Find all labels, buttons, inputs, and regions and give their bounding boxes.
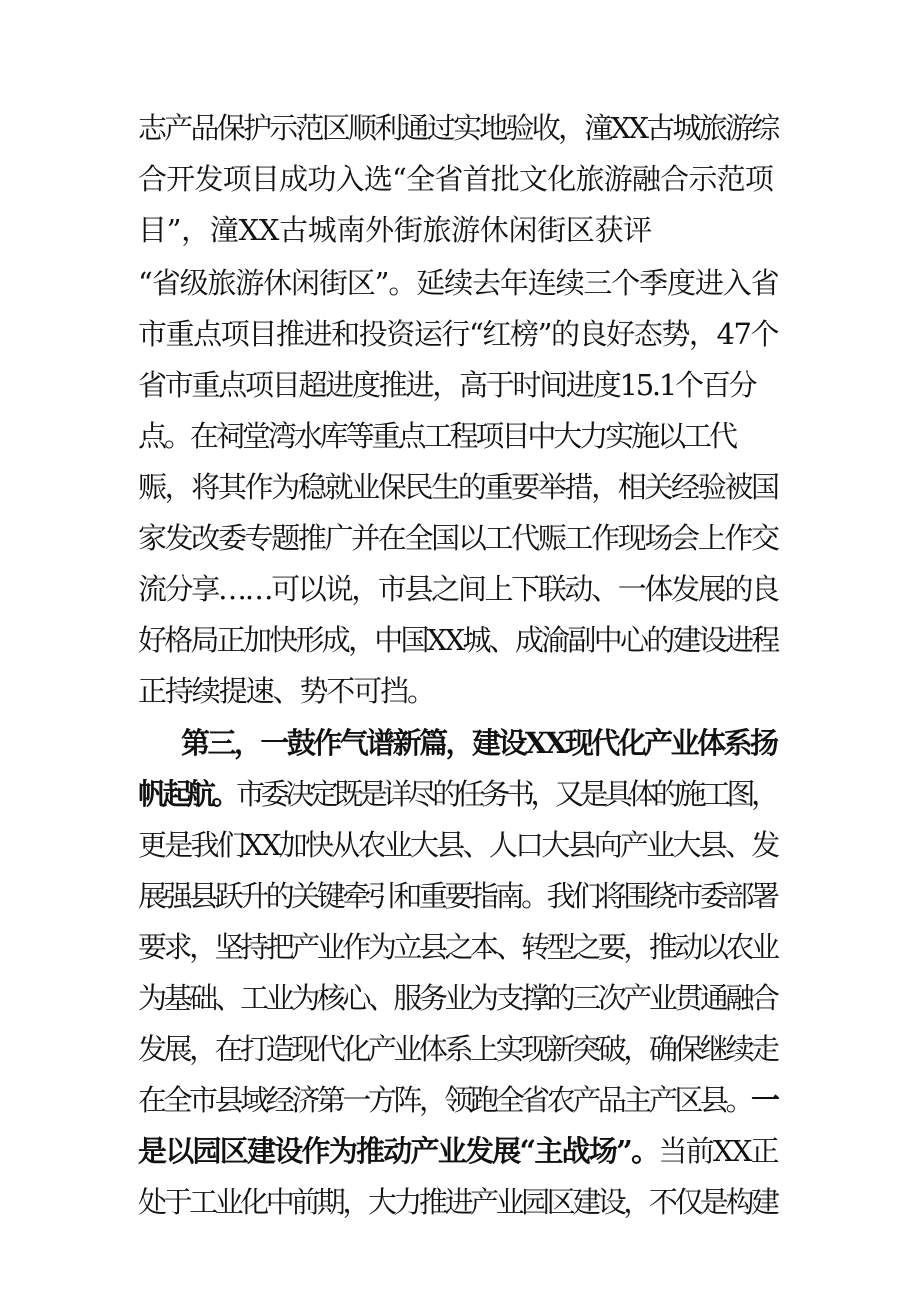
text-line [138,1182,777,1222]
text-segment: 点。在祠堂湾水库等重点工程项目中大力实施以工代 [138,419,735,453]
text-line [138,263,779,303]
text-segment: 市委决定既是详尽的任务书，又是具体的施工图， [236,777,776,811]
text-line [181,723,776,763]
bold-text-segment: 第三，一鼓作气谱新篇，建设XX现代化产业体系扬 [181,726,777,760]
text-line [138,365,755,405]
text-segment: 市重点项目推进和投资运行“红榜”的良好态势，47个 [138,317,779,351]
text-segment: 正持续提速、势不可挡。 [138,674,434,708]
text-segment: 发展，在打造现代化产业体系上实现新突破，确保继续走 [138,1032,777,1066]
bold-text-segment: 是以园区建设作为推动产业发展“主战场”。 [138,1134,659,1168]
text-line [138,314,778,354]
text-line [138,210,652,250]
text-line [138,774,776,814]
text-line [138,825,778,865]
text-segment: 赈，将其作为稳就业保民生的重要举措，相关经验被国 [138,470,778,504]
text-segment: 更是我们XX加快从农业大县、人口大县向产业大县、发 [138,828,778,862]
text-segment: 要求，坚持把产业作为立县之本、转型之要，推动以农业 [138,930,777,964]
text-line [138,108,778,148]
text-segment: 展强县跃升的关键牵引和重要指南。我们将围绕市委部署 [138,879,777,913]
text-line [138,1131,778,1171]
text-line [138,518,778,558]
text-segment: “省级旅游休闲街区”。延续去年连续三个季度进入省 [138,266,779,300]
text-line [138,927,777,967]
text-segment: 家发改委专题推广并在全国以工代赈工作现场会上作交 [138,521,778,555]
text-line [138,159,773,199]
text-line [138,1080,777,1120]
text-line [138,978,777,1018]
text-segment: 好格局正加快形成，中国XX城、成渝副中心的建设进程 [138,623,778,657]
text-segment: 合开发项目成功入选“全省首批文化旅游融合示范项 [138,162,774,196]
text-segment: 处于工业化中前期，大力推进产业园区建设，不仅是构建 [138,1185,777,1219]
text-line [138,620,778,660]
text-segment: 目”，潼XX古城南外街旅游休闲街区获评 [138,213,652,247]
text-line [138,416,735,456]
text-line [138,467,778,507]
bold-text-segment: 帆起航。 [138,777,237,811]
text-line [138,569,778,609]
text-segment: 当前XX正 [658,1134,778,1168]
text-segment: 为基础、工业为核心、服务业为支撑的三次产业贯通融合 [138,981,777,1015]
text-line [138,671,434,711]
text-line [138,876,777,916]
text-segment: 流分享……可以说，市县之间上下联动、一体发展的良 [138,572,778,606]
text-segment: 在全市县域经济第一方阵，领跑全省农产品主产区县。 [138,1083,752,1117]
text-segment: 省市重点项目超进度推进，高于时间进度15.1个百分 [138,368,756,402]
text-segment: 志产品保护示范区顺利通过实地验收，潼XX古城旅游综 [138,111,778,145]
bold-text-segment: 一 [751,1083,777,1117]
text-line [138,1029,777,1069]
